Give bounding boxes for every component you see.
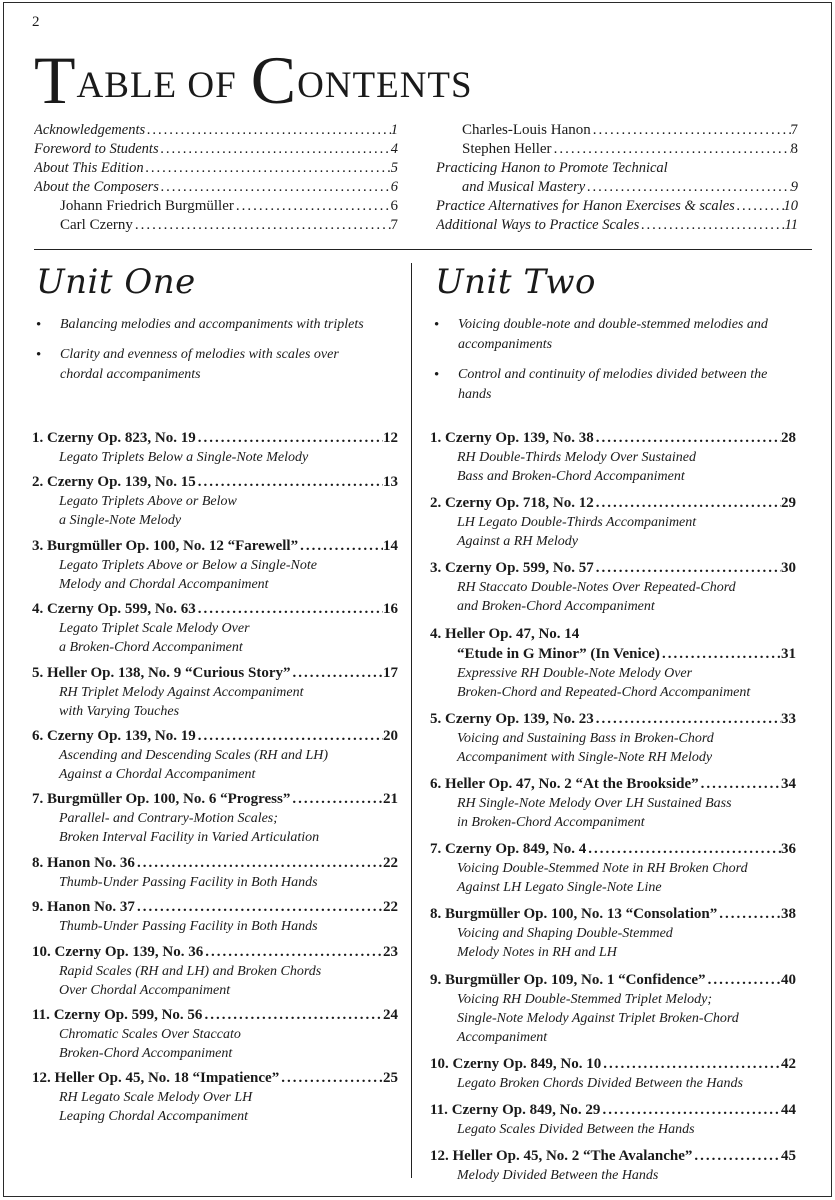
piece-entry[interactable] xyxy=(430,904,796,962)
leader-dots xyxy=(203,942,383,962)
piece-page: 38 xyxy=(781,906,796,923)
piece-description: Thumb-Under Passing Facility in Both Hands xyxy=(59,919,318,935)
piece-page: 16 xyxy=(383,601,398,618)
toc-entry[interactable] xyxy=(436,159,798,178)
piece-entry[interactable] xyxy=(32,428,398,467)
piece-entry[interactable] xyxy=(32,599,398,657)
piece-description: Leaping Chordal Accompaniment xyxy=(59,1109,248,1125)
leader-dots xyxy=(594,709,781,729)
piece-description: Broken-Chord Accompaniment xyxy=(59,1045,233,1061)
piece-entry[interactable] xyxy=(32,663,398,721)
leader-dots xyxy=(601,1054,781,1074)
piece-number: 1. xyxy=(32,430,44,446)
toc-entry[interactable] xyxy=(436,197,798,216)
piece-heading xyxy=(32,726,398,746)
leader-dots xyxy=(196,726,383,746)
leader-dots xyxy=(586,839,781,859)
column-divider xyxy=(411,263,412,1178)
piece-title: Czerny Op. 139, No. 38 xyxy=(445,430,594,446)
piece-title: Burgmüller Op. 100, No. 12 “Farewell” xyxy=(47,537,299,554)
front-matter-right xyxy=(436,121,798,235)
unit-two-pieces xyxy=(430,428,796,1192)
piece-heading xyxy=(32,663,398,683)
piece-description: LH Legato Double-Thirds Accompaniment xyxy=(457,515,697,531)
leader-dots xyxy=(298,536,383,556)
piece-heading xyxy=(32,897,398,917)
piece-title: Czerny Op. 599, No. 56 xyxy=(53,1006,203,1023)
piece-title-group xyxy=(32,428,196,448)
leader-dots xyxy=(660,644,781,664)
piece-entry[interactable] xyxy=(32,1005,398,1063)
toc-entry-title: Foreword to Students xyxy=(34,141,159,157)
piece-heading xyxy=(430,839,796,859)
piece-description: Accompaniment xyxy=(457,1029,548,1045)
piece-description: Legato Triplets Below a Single-Note Melody xyxy=(59,450,309,465)
piece-page: 13 xyxy=(383,474,398,491)
toc-entry-title: About This Edition xyxy=(34,160,144,176)
piece-page: 34 xyxy=(781,775,796,792)
piece-title: Burgmüller Op. 100, No. 13 “Consolation” xyxy=(445,906,718,923)
piece-heading xyxy=(32,1005,398,1025)
piece-description: Broken Interval Facility in Varied Articulation xyxy=(59,830,320,846)
piece-description: Chromatic Scales Over Staccato xyxy=(59,1026,241,1042)
piece-title-group xyxy=(32,1005,202,1025)
leader-dots xyxy=(717,904,781,924)
piece-number: 3. xyxy=(430,560,442,577)
piece-number: 11. xyxy=(32,1006,50,1023)
section-divider xyxy=(34,249,812,250)
leader-dots xyxy=(234,197,391,216)
leader-dots xyxy=(594,558,781,578)
toc-entry-page: 6 xyxy=(390,179,398,195)
piece-heading xyxy=(430,774,796,794)
piece-title: Czerny Op. 849, No. 4 xyxy=(445,841,587,858)
piece-heading xyxy=(430,493,796,513)
piece-page: 22 xyxy=(383,854,398,871)
piece-entry[interactable] xyxy=(32,1068,398,1126)
piece-description: Melody and Chordal Accompaniment xyxy=(59,576,269,592)
piece-title: Czerny Op. 718, No. 12 xyxy=(445,495,594,512)
piece-page: 30 xyxy=(781,560,796,577)
piece-page: 20 xyxy=(383,727,398,744)
piece-entry[interactable] xyxy=(430,774,796,832)
toc-entry-title: Johann Friedrich Burgmüller xyxy=(60,198,234,214)
piece-page: 40 xyxy=(781,971,796,988)
front-matter-left xyxy=(34,121,398,235)
toc-entry-title: Acknowledgements xyxy=(34,122,146,138)
piece-title: Heller Op. 47, No. 14 xyxy=(445,625,580,642)
piece-title-group xyxy=(430,624,579,644)
piece-number: 4. xyxy=(430,625,442,642)
piece-heading xyxy=(32,536,398,556)
piece-number: 8. xyxy=(430,906,442,923)
piece-page: 33 xyxy=(781,710,796,727)
piece-title: Heller Op. 45, No. 2 “The Avalanche” xyxy=(452,1148,693,1165)
piece-title-group xyxy=(32,599,196,619)
piece-description: Expressive RH Double-Note Melody Over xyxy=(457,665,693,681)
piece-title: Heller Op. 47, No. 2 “At the Brookside” xyxy=(445,775,699,792)
title-initial-1: T xyxy=(34,42,77,118)
toc-entry-title: Charles-Louis Hanon xyxy=(462,122,591,138)
piece-description: Legato Triplets Above or Below a Single-Note xyxy=(59,557,317,573)
piece-description: RH Staccato Double-Notes Over Repeated-Chord xyxy=(457,580,736,596)
piece-heading xyxy=(430,970,796,990)
title-word-1: ABLE OF xyxy=(76,65,237,106)
piece-heading xyxy=(32,1068,398,1088)
piece-heading xyxy=(430,558,796,578)
piece-title-group xyxy=(430,970,706,990)
piece-number: 3. xyxy=(32,537,44,554)
piece-description: a Broken-Chord Accompaniment xyxy=(59,640,243,656)
piece-description: in Broken-Chord Accompaniment xyxy=(457,814,645,830)
piece-description: Over Chordal Accompaniment xyxy=(59,982,231,998)
piece-title: Hanon No. 37 xyxy=(47,899,135,916)
piece-subheading xyxy=(430,644,796,664)
piece-title-group xyxy=(430,1146,692,1166)
title-word-2: ONTENTS xyxy=(297,65,473,106)
piece-number: 9. xyxy=(32,899,44,916)
leader-dots xyxy=(196,428,383,448)
leader-dots xyxy=(290,789,383,809)
piece-page: 23 xyxy=(383,943,398,960)
leader-dots xyxy=(699,774,781,794)
piece-entry[interactable] xyxy=(430,1146,796,1185)
piece-title-group xyxy=(430,558,594,578)
piece-number: 9. xyxy=(430,971,442,988)
piece-description: Broken-Chord and Repeated-Chord Accompaniment xyxy=(457,684,751,700)
piece-number: 7. xyxy=(32,791,44,808)
piece-title: Czerny Op. 139, No. 15 xyxy=(47,474,196,491)
piece-description: Against a RH Melody xyxy=(457,534,578,550)
leader-dots xyxy=(135,897,383,917)
leader-dots xyxy=(196,472,383,492)
unit-one-title: Unit One xyxy=(36,262,196,302)
piece-title-group xyxy=(32,897,135,917)
piece-description: Bass and Broken-Chord Accompaniment xyxy=(457,469,685,484)
piece-title-group xyxy=(430,1100,600,1120)
goal-bullet: • Control and continuity of melodies divided between the hands xyxy=(432,365,792,405)
piece-page: 22 xyxy=(383,899,398,916)
piece-page: 24 xyxy=(383,1006,398,1023)
toc-entry-page: 9 xyxy=(790,179,798,195)
goal-bullet: • Balancing melodies and accompaniments with triplets xyxy=(34,315,379,335)
piece-heading xyxy=(32,472,398,492)
leader-dots xyxy=(594,493,781,513)
piece-number: 11. xyxy=(430,1101,448,1118)
piece-heading xyxy=(430,1100,796,1120)
piece-title: Burgmüller Op. 109, No. 1 “Confidence” xyxy=(445,971,706,988)
piece-description: Ascending and Descending Scales (RH and LH) xyxy=(59,747,329,763)
piece-title-group xyxy=(32,1068,279,1088)
unit-one-goals xyxy=(34,315,379,395)
leader-dots xyxy=(706,970,781,990)
toc-entry-title: Practicing Hanon to Promote Technical xyxy=(436,160,668,176)
piece-description: Legato Triplet Scale Melody Over xyxy=(59,621,250,637)
piece-description: Against a Chordal Accompaniment xyxy=(59,766,256,782)
piece-title-group xyxy=(430,1054,601,1074)
piece-title: Czerny Op. 849, No. 10 xyxy=(452,1055,602,1072)
piece-number: 12. xyxy=(430,1148,449,1165)
piece-description: Parallel- and Contrary-Motion Scales; xyxy=(59,811,278,827)
piece-number: 4. xyxy=(32,601,44,618)
toc-entry[interactable] xyxy=(436,121,798,140)
piece-description: with Varying Touches xyxy=(59,703,180,719)
toc-entry-title: and Musical Mastery xyxy=(462,179,586,195)
piece-heading xyxy=(430,624,796,644)
toc-entry[interactable] xyxy=(34,140,398,159)
piece-heading xyxy=(32,853,398,873)
piece-description: Rapid Scales (RH and LH) and Broken Chords xyxy=(59,963,322,979)
piece-heading xyxy=(32,428,398,448)
toc-entry-title: Practice Alternatives for Hanon Exercises & scales xyxy=(436,198,735,214)
piece-entry[interactable] xyxy=(32,942,398,1000)
toc-entry[interactable] xyxy=(34,216,398,235)
piece-heading xyxy=(430,709,796,729)
title-initial-2: C xyxy=(250,42,298,118)
leader-dots xyxy=(290,663,383,683)
piece-title: Czerny Op. 823, No. 19 xyxy=(47,430,196,446)
piece-page: 36 xyxy=(781,841,796,858)
goal-bullet: • Voicing double-note and double-stemmed melodies and accompaniments xyxy=(432,315,792,355)
toc-entry[interactable] xyxy=(34,159,398,178)
piece-description: RH Single-Note Melody Over LH Sustained Bass xyxy=(457,795,732,811)
piece-title: Hanon No. 36 xyxy=(47,854,135,871)
piece-heading xyxy=(430,1054,796,1074)
unit-one-pieces xyxy=(32,428,398,1132)
piece-title: Heller Op. 45, No. 18 “Impatience” xyxy=(54,1070,280,1087)
piece-number: 6. xyxy=(430,775,442,792)
piece-description: Single-Note Melody Against Triplet Broken-Chord xyxy=(457,1010,739,1026)
page-number: 2 xyxy=(32,14,40,30)
piece-subtitle: “Etude in G Minor” (In Venice) xyxy=(457,645,660,662)
toc-entry-page: 5 xyxy=(390,160,398,176)
piece-description: RH Legato Scale Melody Over LH xyxy=(59,1090,253,1106)
piece-description: Legato Broken Chords Divided Between the Hands xyxy=(457,1075,743,1091)
unit-two-title: Unit Two xyxy=(435,262,596,302)
piece-entry[interactable] xyxy=(32,853,398,892)
piece-title: Heller Op. 138, No. 9 “Curious Story” xyxy=(47,664,291,681)
piece-description: Accompaniment with Single-Note RH Melody xyxy=(457,749,713,765)
leader-dots xyxy=(600,1100,781,1120)
leader-dots xyxy=(144,159,391,178)
piece-entry[interactable] xyxy=(430,970,796,1047)
piece-heading xyxy=(430,904,796,924)
piece-description: RH Triplet Melody Against Accompaniment xyxy=(59,684,304,700)
unit-two-goals xyxy=(432,315,792,415)
piece-description: and Broken-Chord Accompaniment xyxy=(457,599,655,615)
piece-description: Legato Scales Divided Between the Hands xyxy=(457,1121,695,1137)
leader-dots xyxy=(133,216,391,235)
piece-page: 21 xyxy=(383,791,398,808)
leader-dots xyxy=(591,121,791,140)
piece-title-group xyxy=(32,663,290,683)
toc-entry-title: Stephen Heller xyxy=(462,141,552,157)
toc-entry-page: 10 xyxy=(783,198,798,214)
toc-entry-title: Carl Czerny xyxy=(60,217,133,233)
piece-title: Czerny Op. 849, No. 29 xyxy=(451,1101,601,1118)
toc-entry-page: 11 xyxy=(784,217,798,233)
piece-title-group xyxy=(430,493,594,513)
piece-heading xyxy=(430,1146,796,1166)
leader-dots xyxy=(585,178,791,197)
toc-entry-page: 7 xyxy=(790,122,798,138)
piece-description: Voicing and Shaping Double-Stemmed xyxy=(457,926,673,942)
piece-description: Voicing RH Double-Stemmed Triplet Melody; xyxy=(457,991,713,1007)
leader-dots xyxy=(639,216,784,235)
toc-entry-title: Additional Ways to Practice Scales xyxy=(436,217,640,233)
piece-heading xyxy=(430,428,796,448)
leader-dots xyxy=(735,197,784,216)
piece-title: Czerny Op. 139, No. 19 xyxy=(47,727,196,744)
toc-entry-page: 8 xyxy=(790,141,798,157)
piece-number: 6. xyxy=(32,727,44,744)
piece-title: Burgmüller Op. 100, No. 6 “Progress” xyxy=(47,791,291,808)
leader-dots xyxy=(692,1146,781,1166)
piece-heading xyxy=(32,942,398,962)
piece-title-group xyxy=(430,774,699,794)
toc-entry[interactable] xyxy=(436,140,798,159)
piece-entry[interactable] xyxy=(32,536,398,594)
piece-number: 10. xyxy=(430,1055,449,1072)
piece-title-group xyxy=(430,904,717,924)
piece-number: 1. xyxy=(430,430,442,446)
toc-entry[interactable] xyxy=(34,197,398,216)
piece-title: Czerny Op. 139, No. 36 xyxy=(54,943,204,960)
piece-number: 2. xyxy=(430,495,442,512)
piece-page: 17 xyxy=(383,664,398,681)
piece-page: 42 xyxy=(781,1055,796,1072)
toc-entry[interactable] xyxy=(436,178,798,197)
piece-description: Melody Notes in RH and LH xyxy=(457,945,617,961)
toc-entry[interactable] xyxy=(436,216,798,235)
piece-number: 5. xyxy=(430,710,442,727)
piece-page: 44 xyxy=(781,1101,796,1118)
leader-dots xyxy=(145,121,391,140)
piece-page: 28 xyxy=(781,430,796,446)
piece-number: 2. xyxy=(32,474,44,491)
piece-page: 31 xyxy=(781,645,796,662)
piece-title: Czerny Op. 599, No. 57 xyxy=(445,560,594,577)
piece-title-group xyxy=(32,789,290,809)
piece-page: 29 xyxy=(781,495,796,512)
piece-entry[interactable] xyxy=(430,428,796,486)
toc-entry-title: About the Composers xyxy=(34,179,159,195)
piece-entry[interactable] xyxy=(430,1100,796,1139)
piece-description: Melody Divided Between the Hands xyxy=(457,1168,659,1184)
leader-dots xyxy=(159,140,391,159)
piece-description: Voicing and Sustaining Bass in Broken-Chord xyxy=(457,730,714,746)
piece-number: 8. xyxy=(32,854,44,871)
piece-title-group xyxy=(32,472,196,492)
leader-dots xyxy=(279,1068,383,1088)
goal-bullet: • Clarity and evenness of melodies with scales over chordal accompaniments xyxy=(34,345,379,385)
piece-title: Czerny Op. 139, No. 23 xyxy=(445,710,594,727)
toc-entry-page: 7 xyxy=(390,217,398,233)
piece-page: 12 xyxy=(383,430,398,446)
piece-number: 12. xyxy=(32,1070,51,1087)
piece-entry[interactable] xyxy=(32,897,398,936)
piece-title-group xyxy=(32,726,196,746)
piece-description: Legato Triplets Above or Below xyxy=(59,494,237,510)
piece-heading xyxy=(32,789,398,809)
piece-page: 25 xyxy=(383,1070,398,1087)
piece-entry[interactable] xyxy=(430,493,796,551)
toc-entry-page: 1 xyxy=(390,122,398,138)
piece-description: a Single-Note Melody xyxy=(59,513,182,529)
piece-description: Voicing Double-Stemmed Note in RH Broken Chord xyxy=(457,861,748,877)
piece-title-group xyxy=(430,709,594,729)
piece-number: 7. xyxy=(430,841,442,858)
leader-dots xyxy=(594,428,781,448)
piece-entry[interactable] xyxy=(430,709,796,767)
piece-entry[interactable] xyxy=(32,789,398,847)
piece-title-group xyxy=(430,428,594,448)
toc-entry-page: 4 xyxy=(390,141,398,157)
piece-title: Czerny Op. 599, No. 63 xyxy=(47,601,196,618)
page-title xyxy=(34,42,473,118)
piece-number: 5. xyxy=(32,664,44,681)
piece-entry[interactable] xyxy=(430,624,796,702)
leader-dots xyxy=(135,853,383,873)
piece-entry[interactable] xyxy=(32,472,398,530)
piece-description: RH Double-Thirds Melody Over Sustained xyxy=(457,450,696,465)
piece-title-group xyxy=(32,853,135,873)
toc-entry[interactable] xyxy=(34,178,398,197)
piece-number: 10. xyxy=(32,943,51,960)
piece-title-group xyxy=(430,839,586,859)
piece-description: Thumb-Under Passing Facility in Both Hands xyxy=(59,874,318,890)
piece-page: 45 xyxy=(781,1148,796,1165)
piece-entry[interactable] xyxy=(430,558,796,616)
piece-description: Against LH Legato Single-Note Line xyxy=(457,880,662,896)
leader-dots xyxy=(202,1005,383,1025)
piece-entry[interactable] xyxy=(32,726,398,784)
leader-dots xyxy=(552,140,791,159)
piece-entry[interactable] xyxy=(430,1054,796,1093)
leader-dots xyxy=(159,178,391,197)
piece-title-group xyxy=(32,942,203,962)
piece-page: 14 xyxy=(383,537,398,554)
toc-entry[interactable] xyxy=(34,121,398,140)
leader-dots xyxy=(196,599,383,619)
piece-title-group xyxy=(32,536,298,556)
toc-entry-page: 6 xyxy=(390,198,398,214)
piece-heading xyxy=(32,599,398,619)
piece-entry[interactable] xyxy=(430,839,796,897)
